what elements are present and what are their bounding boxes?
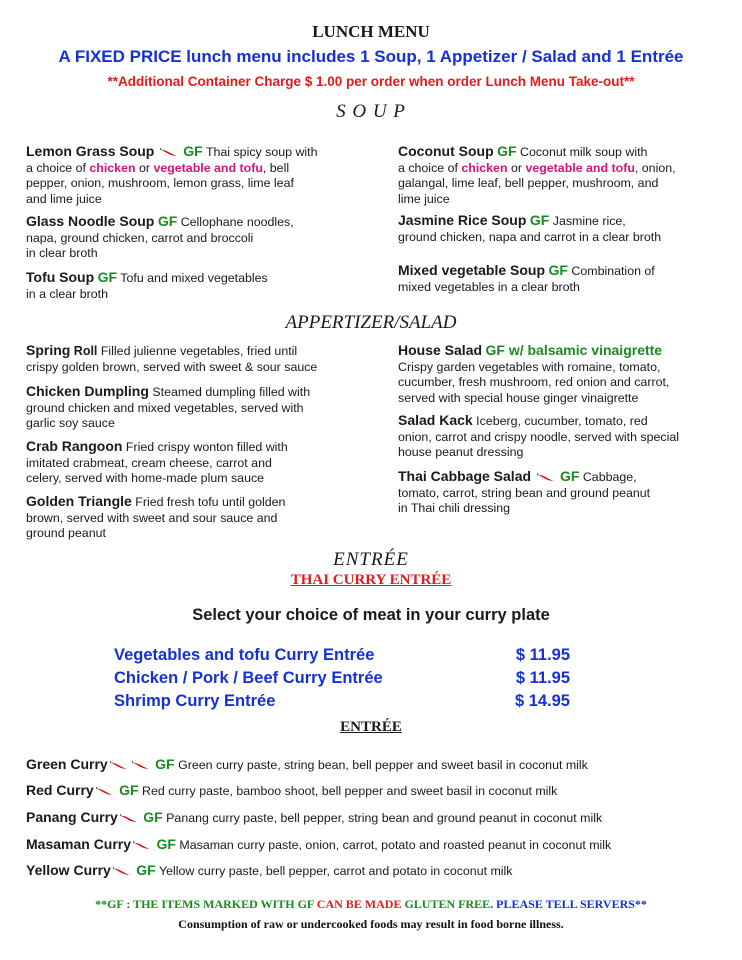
menu-item-coconut-soup: Coconut Soup GF Coconut milk soup with a choice of chicken or vegetable and tofu, onion, galangal, lime leaf, bell pepper, mushroom, and lime juice	[398, 143, 676, 206]
gf-badge: GF	[497, 143, 517, 159]
item-name: Panang Curry	[26, 809, 118, 825]
menu-item-chicken-dumpling: Chicken Dumpling Steamed dumpling filled with ground chicken and mixed vegetables, served with garlic soy sauce	[26, 383, 311, 430]
chili-pepper-icon	[96, 787, 114, 797]
gf-badge: GF	[119, 782, 139, 798]
gf-badge: GF	[559, 468, 580, 484]
gf-badge: GF	[183, 143, 203, 159]
price-label: Vegetables and tofu Curry Entrée	[114, 646, 375, 664]
curry-choice-text: Select your choice of meat in your curry plate	[192, 606, 550, 624]
menu-item-lemon-grass-soup: Lemon Grass Soup GF Thai spicy soup with a choice of chicken or vegetable and tofu, bell pepper, onion, mushroom, lemon grass, lime leaf and lime juice	[26, 143, 318, 206]
menu-item-thai-cabbage-salad: Thai Cabbage Salad GF Cabbage, tomato, carrot, string bean and ground peanut in Thai chili dressing	[398, 468, 651, 515]
item-name: Thai Cabbage Salad	[398, 468, 532, 484]
chili-pepper-icon	[120, 814, 138, 824]
item-name: Glass Noodle Soup	[26, 213, 155, 229]
item-name: Crab Rangoon	[26, 438, 123, 454]
gf-badge: GF	[136, 862, 156, 878]
gluten-free-note: **GF : THE ITEMS MARKED WITH GF CAN BE MADE GLUTEN FREE. PLEASE TELL SERVERS**	[95, 897, 647, 911]
item-name: Masaman Curry	[26, 836, 132, 852]
menu-item-salad-kack: Salad Kack Iceberg, cucumber, tomato, red onion, carrot and crispy noodle, served with special house peanut dressing	[398, 412, 680, 459]
gf-badge: GF	[157, 213, 178, 229]
price-value: $ 14.95	[514, 692, 570, 710]
chili-pepper-icon	[110, 761, 128, 771]
price-row-chicken-pork-beef	[114, 669, 570, 688]
item-name: Tofu Soup	[26, 269, 95, 285]
chili-pepper-icon	[133, 841, 151, 851]
item-name: Coconut Soup	[398, 143, 494, 159]
item-name: Red Curry	[26, 782, 94, 798]
price-row-shrimp	[114, 692, 570, 711]
item-name: Yellow Curry	[26, 862, 111, 878]
item-name: Golden Triangle	[26, 493, 132, 509]
food-safety-warning: Consumption of raw or undercooked foods may result in food borne illness.	[178, 917, 564, 931]
menu-item-green-curry: Green Curry GF Green curry paste, string bean, bell pepper and sweet basil in coconut milk	[26, 756, 588, 772]
soup-heading: S O U P	[336, 101, 406, 122]
menu-item-jasmine-rice-soup: Jasmine Rice Soup GF Jasmine rice, ground chicken, napa and carrot in a clear broth	[398, 212, 662, 244]
gf-badge: GF	[155, 756, 175, 772]
menu-title: LUNCH MENU	[312, 22, 430, 41]
appetizer-heading: APPERTIZER/SALAD	[285, 312, 457, 333]
item-name: Salad Kack	[398, 412, 473, 428]
menu-item-panang-curry: Panang Curry GF Panang curry paste, bell pepper, string bean and ground peanut in coconut milk	[26, 809, 603, 825]
menu-item-glass-noodle-soup: Glass Noodle Soup GF Cellophane noodles, napa, ground chicken, carrot and broccoli in clear broth	[26, 213, 294, 260]
price-label: Shrimp Curry Entrée	[114, 692, 276, 710]
gf-badge: GF	[529, 212, 550, 228]
gf-badge: GF w/ balsamic vinaigrette	[485, 342, 663, 358]
thai-curry-entree-heading: THAI CURRY ENTRÉE	[290, 572, 452, 588]
gf-badge: GF	[97, 269, 118, 285]
menu-item-masaman-curry: Masaman Curry GF Masaman curry paste, onion, carrot, potato and roasted peanut in coconut milk	[26, 836, 612, 852]
item-name: Mixed vegetable Soup	[398, 262, 546, 278]
menu-item-spring-roll: Spring Roll Filled julienne vegetables, fried until crispy golden brown, served with sweet & sour sauce	[26, 342, 318, 374]
menu-item-crab-rangoon: Crab Rangoon Fried crispy wonton filled with imitated crabmeat, cream cheese, carrot and celery, served with home-made plum sauce	[26, 438, 288, 485]
menu-item-golden-triangle: Golden Triangle Fried fresh tofu until golden brown, served with sweet and sour sauce and ground peanut	[26, 493, 286, 540]
item-name: Jasmine Rice Soup	[398, 212, 527, 228]
item-name: Chicken Dumpling	[26, 383, 149, 399]
gf-badge: GF	[143, 809, 163, 825]
price-row-vegetables-tofu	[114, 646, 570, 665]
menu-item-red-curry: Red Curry GF Red curry paste, bamboo shoot, bell pepper and sweet basil in coconut milk	[26, 782, 558, 798]
menu-item-yellow-curry: Yellow Curry GF Yellow curry paste, bell pepper, carrot and potato in coconut milk	[26, 862, 513, 878]
entree-subheading: ENTRÉE	[340, 719, 402, 735]
chili-pepper-icon	[132, 761, 150, 771]
price-value: $ 11.95	[515, 669, 570, 687]
menu-item-house-salad: House Salad GF w/ balsamic vinaigrette Crispy garden vegetables with romaine, tomato, cucumber, fresh mushroom, red onion and carrot, served with special house ginger vinaigrette	[398, 342, 670, 405]
item-name: Green Curry	[26, 756, 108, 772]
item-name: Spring	[26, 342, 71, 358]
item-name: Lemon Grass Soup	[26, 143, 155, 159]
item-name: House Salad	[398, 342, 483, 358]
menu-subtitle: A FIXED PRICE lunch menu includes 1 Soup, 1 Appetizer / Salad and 1 Entrée	[58, 47, 684, 66]
chili-pepper-icon	[113, 867, 131, 877]
gf-badge: GF	[156, 836, 176, 852]
menu-item-mixed-vegetable-soup: Mixed vegetable Soup GF Combination of mixed vegetables in a clear broth	[398, 262, 655, 294]
gf-badge: GF	[548, 262, 568, 278]
chili-pepper-icon	[537, 473, 555, 483]
container-charge-note: **Additional Container Charge $ 1.00 per order when order Lunch Menu Take-out**	[107, 74, 635, 89]
price-value: $ 11.95	[515, 646, 570, 664]
menu-item-tofu-soup: Tofu Soup GF Tofu and mixed vegetables in a clear broth	[26, 269, 268, 301]
chili-pepper-icon	[160, 148, 178, 158]
price-label: Chicken / Pork / Beef Curry Entrée	[114, 669, 383, 687]
entree-heading: ENTRÉE	[333, 549, 409, 570]
